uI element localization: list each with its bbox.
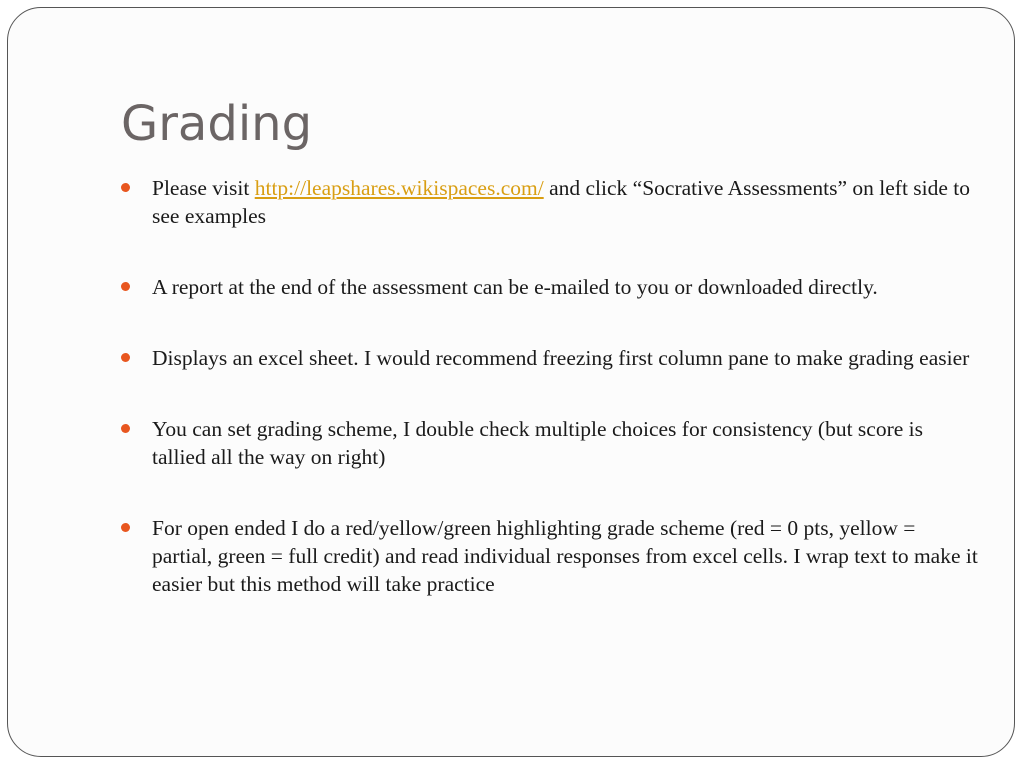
wikispaces-link[interactable]: http://leapshares.wikispaces.com/ xyxy=(254,176,544,200)
bullet-text: Displays an excel sheet. I would recommend freezing first column pane to make grading easier xyxy=(152,346,970,370)
bullet-item-excel-sheet xyxy=(121,344,981,372)
bullet-dot-icon xyxy=(121,424,130,433)
slide-title: Grading xyxy=(121,96,313,152)
bullet-text: A report at the end of the assessment can be e-mailed to you or downloaded directly. xyxy=(152,275,878,299)
bullet-dot-icon xyxy=(121,523,130,532)
bullet-item-grading-scheme xyxy=(121,415,981,471)
bullet-list xyxy=(121,174,981,641)
bullet-dot-icon xyxy=(121,282,130,291)
bullet-item-open-ended xyxy=(121,514,981,598)
bullet-item-visit-link xyxy=(121,174,981,230)
bullet-dot-icon xyxy=(121,183,130,192)
bullet-text: Please visit xyxy=(152,176,255,200)
bullet-text: For open ended I do a red/yellow/green highlighting grade scheme (red = 0 pts, yellow = partial, green = full credit) and read individual responses from excel cells. I wrap text to make it easier but this method will take practice xyxy=(152,516,978,596)
bullet-dot-icon xyxy=(121,353,130,362)
bullet-item-report xyxy=(121,273,981,301)
slide-frame xyxy=(7,7,1015,757)
bullet-text: and click “Socrative Assessments” on left side to see examples xyxy=(152,176,971,228)
bullet-text: You can set grading scheme, I double check multiple choices for consistency (but score is tallied all the way on right) xyxy=(152,417,924,469)
